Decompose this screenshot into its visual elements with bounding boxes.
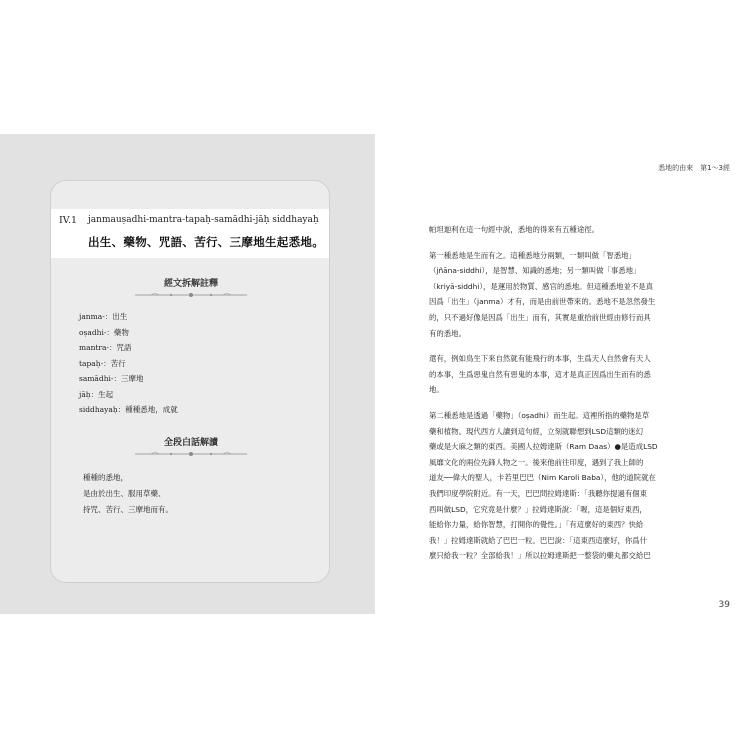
text-line: 藥和植物。現代西方人讀到這句經，立刻就聯想到LSD這類的迷幻 (429, 426, 644, 436)
text-line: 因爲「出生」（janma）才有，而是由前世帶來的。悉地不是忽然發生 (429, 297, 656, 307)
text-line: 第一種悉地是生而有之。這種悉地分兩類，一類叫做「智悉地」 (429, 250, 636, 260)
translation-line: 是由於出生、服用草藥、 (83, 489, 166, 498)
sutra-banner (51, 209, 330, 258)
text-line: 麼只給我一粒？全部給我！」所以拉姆達斯把一整袋的藥丸都交給巴 (429, 551, 651, 561)
sutra-romanization: janmauṣadhi-mantra-tapaḥ-samādhi-jāḥ siddhayaḥ (88, 215, 319, 225)
paragraph (429, 351, 707, 398)
text-line: 第二種悉地是透過「藥物」（oṣadhi）而生起。這裡所指的藥物是草 (429, 410, 650, 420)
gloss-row: tapaḥ-：苦行 (79, 358, 126, 368)
text-line: 藥或是大麻之類的東西。美國人拉姆達斯（Ram Daas）●是造成LSD (429, 442, 658, 452)
ornament-divider-icon (131, 291, 251, 299)
text-line: 帕坦迦利在這一句經中說，悉地的得來有五種途徑。 (429, 225, 599, 234)
gloss-row: oṣadhi-：藥物 (79, 327, 129, 337)
text-line: 的，只不過好像是因爲「出生」而有，其實是重拾前世經由修行而具 (429, 312, 651, 322)
body-text (429, 222, 707, 574)
gloss-heading: 經文拆解註釋 (163, 279, 218, 289)
text-line: 地。 (429, 385, 444, 395)
book-spread (0, 134, 750, 614)
translation-line: 持咒、苦行、三摩地而有。 (83, 505, 173, 514)
gloss-row: janma-：出生 (79, 312, 128, 321)
sutra-chinese-text: 出生、藥物、咒語、苦行、三摩地生起悉地。 (88, 235, 324, 249)
gloss-row: jāḥ：生起 (79, 389, 114, 399)
right-page (375, 134, 750, 614)
text-line: 的本事，生爲惡鬼自然有惡鬼的本事，這才是真正因爲出生而有的悉 (429, 369, 651, 379)
paragraph (429, 222, 707, 238)
translation-text (83, 470, 283, 518)
sutra-card (50, 180, 330, 583)
gloss-row: samādhi-：三摩地 (79, 374, 144, 383)
sutra-number: IV.1 (59, 215, 78, 226)
text-line: 西叫做LSD，它究竟是什麼？」拉姆達斯說：「喔，這是個好東西， (429, 504, 647, 514)
gloss-row: mantra-：咒語 (79, 343, 132, 352)
text-line: 我們印度學院附近。有一天，巴巴問拉姆達斯：「我聽你提過有個東 (429, 488, 648, 498)
text-line: （jñāna-siddhi），是智慧、知識的悉地；另一類叫做「事悉地」 (429, 266, 641, 276)
text-line: 有的悉地。 (429, 328, 466, 338)
page-number: 39 (718, 600, 730, 610)
text-line: （kriyā-siddhi），是運用於物質、感官的悉地。但這種悉地並不是真 (429, 281, 654, 291)
text-line: 還有，例如鳥生下來自然就有能飛行的本事，生爲天人自然會有天人 (429, 354, 651, 364)
translation-heading: 全段白話解讀 (163, 438, 218, 448)
running-head: 悉地的由來 第1～3經 (658, 164, 730, 172)
text-line: 道友──偉大的聖人，卡若里巴巴（Nim Karoli Baba），他的道院就在 (429, 473, 656, 483)
translation-line: 種種的悉地， (83, 473, 128, 482)
paragraph (429, 408, 707, 564)
gloss-list (79, 309, 279, 418)
text-line: 我！」拉姆達斯就給了巴巴一粒。巴巴說：「這東西這麼好，你爲什 (429, 535, 648, 545)
text-line: 風靡文化的兩位先鋒人物之一。後來他前往印度，遇到了我上師的 (429, 457, 644, 467)
text-line: 能給你力量，給你智慧，打開你的覺性。」「有這麼好的東西？快給 (429, 520, 644, 530)
ornament-divider-icon (131, 450, 251, 458)
left-page (0, 134, 375, 614)
paragraph (429, 248, 707, 342)
gloss-row: siddhayaḥ：種種悉地，成就 (79, 405, 178, 414)
